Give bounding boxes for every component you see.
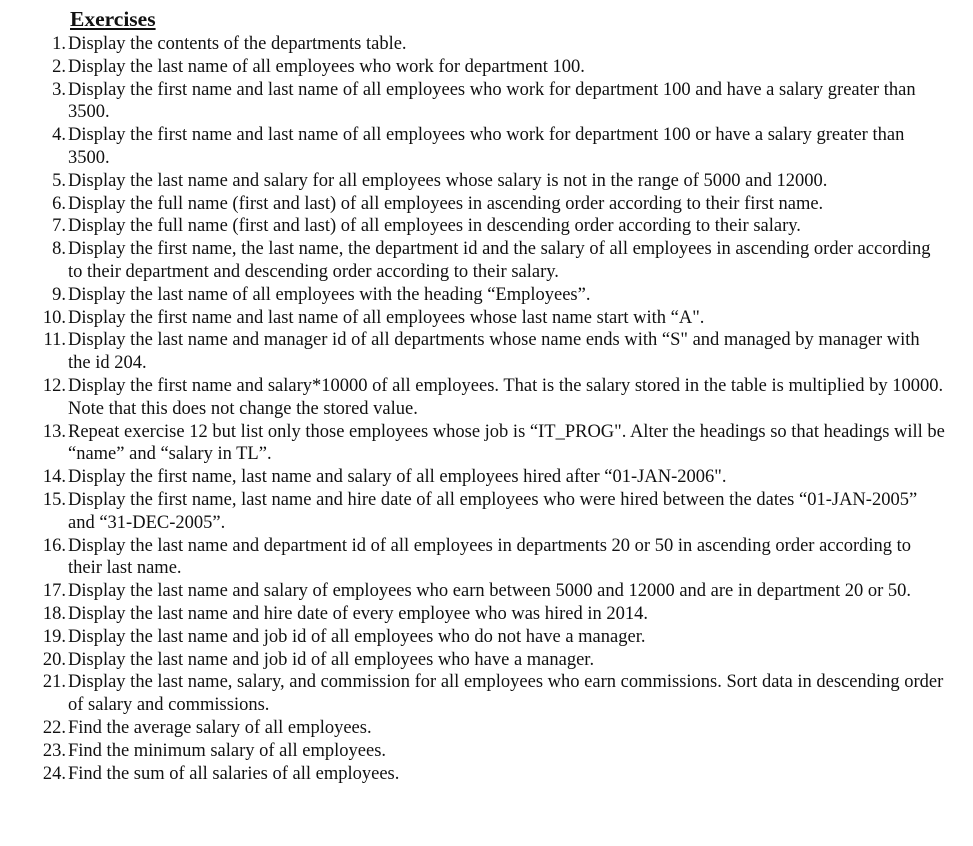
exercise-text: Find the minimum salary of all employees. — [68, 740, 387, 761]
exercise-number: 19. — [42, 626, 66, 647]
exercise-item — [22, 193, 953, 216]
exercise-item — [22, 33, 953, 56]
exercise-number: 3. — [52, 79, 66, 100]
exercise-number: 23. — [42, 740, 66, 761]
page-title: Exercises — [70, 7, 156, 31]
exercise-text: Display the last name and hire date of every employee who was hired in 2014. — [68, 603, 649, 624]
exercise-number: 17. — [42, 581, 66, 602]
exercise-number: 15. — [42, 489, 66, 510]
exercise-text: Display the first name and last name of all employees who work for department 100 or have a salary greater than 3500. — [68, 125, 905, 168]
exercise-text: Display the full name (first and last) of all employees in ascending order according to their first name. — [68, 193, 824, 214]
exercise-text: Display the last name, salary, and commission for all employees who earn commissions. Sort data in descending order of salary and commissions. — [68, 672, 944, 716]
exercise-number: 21. — [42, 672, 66, 693]
exercise-text: Find the average salary of all employees. — [68, 717, 372, 738]
exercise-number: 13. — [42, 421, 66, 442]
exercise-text: Display the first name and salary*10000 of all employees. That is the salary stored in the table is multiplied by 10000. Note that this does not change the stored value. — [68, 375, 944, 419]
exercise-item — [22, 238, 953, 284]
exercise-number: 2. — [52, 56, 66, 77]
exercise-text: Display the last name of all employees who work for department 100. — [68, 56, 585, 77]
exercise-item — [22, 763, 953, 786]
exercise-item — [22, 626, 953, 649]
exercise-item — [22, 329, 953, 375]
exercise-item — [22, 489, 953, 535]
exercise-item — [22, 580, 953, 603]
exercise-text: Display the first name and last name of all employees whose last name start with “A". — [68, 307, 705, 328]
exercise-item — [22, 215, 953, 238]
exercise-item — [22, 717, 953, 740]
exercise-text: Display the full name (first and last) of all employees in descending order according to their salary. — [68, 216, 801, 237]
exercise-list — [22, 33, 953, 785]
exercise-number: 12. — [42, 375, 66, 396]
exercise-item — [22, 170, 953, 193]
exercise-number: 16. — [42, 535, 66, 556]
exercise-number: 10. — [42, 307, 66, 328]
exercise-text: Display the last name and department id of all employees in departments 20 or 50 in ascending order according to their last name. — [68, 535, 912, 579]
exercise-number: 8. — [52, 239, 66, 260]
exercise-item — [22, 124, 953, 170]
exercise-text: Display the contents of the departments table. — [68, 34, 407, 54]
exercise-item — [22, 466, 953, 489]
exercise-number: 1. — [52, 34, 66, 54]
exercise-item — [22, 603, 953, 626]
exercise-text: Display the last name and job id of all employees who do not have a manager. — [68, 626, 646, 647]
exercise-text: Display the first name, the last name, the department id and the salary of all employees in ascending order according to their department and descending order according to their salary. — [68, 239, 931, 282]
exercise-item — [22, 671, 953, 717]
exercise-number: 18. — [42, 603, 66, 624]
exercise-item — [22, 56, 953, 79]
exercise-number: 24. — [42, 763, 66, 784]
exercise-text: Display the last name and manager id of all departments whose name ends with “S" and managed by manager with the id 204. — [68, 330, 920, 374]
exercise-number: 7. — [52, 216, 66, 237]
exercise-number: 22. — [42, 717, 66, 738]
exercise-text: Display the first name, last name and hire date of all employees who were hired between the dates “01-JAN-2005” and “31-DEC-2005”. — [68, 489, 918, 533]
exercise-number: 11. — [43, 330, 66, 351]
exercise-item — [22, 375, 953, 421]
exercise-item — [22, 535, 953, 581]
exercise-text: Repeat exercise 12 but list only those employees whose job is “IT_PROG". Alter the headings so that headings will be “name” and “salary in TL”. — [68, 421, 945, 465]
exercise-text: Display the last name and salary of employees who earn between 5000 and 12000 and are in department 20 or 50. — [68, 581, 912, 602]
exercise-text: Display the first name and last name of all employees who work for department 100 and have a salary greater than 3500. — [68, 79, 916, 123]
exercise-number: 14. — [42, 467, 66, 488]
exercise-text: Display the last name and job id of all employees who have a manager. — [68, 649, 595, 670]
exercise-text: Display the last name and salary for all employees whose salary is not in the range of 5000 and 12000. — [68, 170, 828, 191]
exercise-item — [22, 284, 953, 307]
exercise-text: Find the sum of all salaries of all employees. — [68, 763, 400, 784]
exercise-item — [22, 649, 953, 672]
exercise-number: 5. — [52, 170, 66, 191]
exercise-item — [22, 307, 953, 330]
exercise-item — [22, 740, 953, 763]
exercise-text: Display the first name, last name and salary of all employees hired after “01-JAN-2006". — [68, 467, 727, 488]
exercise-text: Display the last name of all employees with the heading “Employees”. — [68, 284, 591, 305]
exercise-item — [22, 79, 953, 125]
exercise-number: 20. — [42, 649, 66, 670]
exercise-number: 6. — [52, 193, 66, 214]
exercise-number: 9. — [52, 284, 66, 305]
exercise-item — [22, 421, 953, 467]
exercise-number: 4. — [52, 125, 66, 146]
